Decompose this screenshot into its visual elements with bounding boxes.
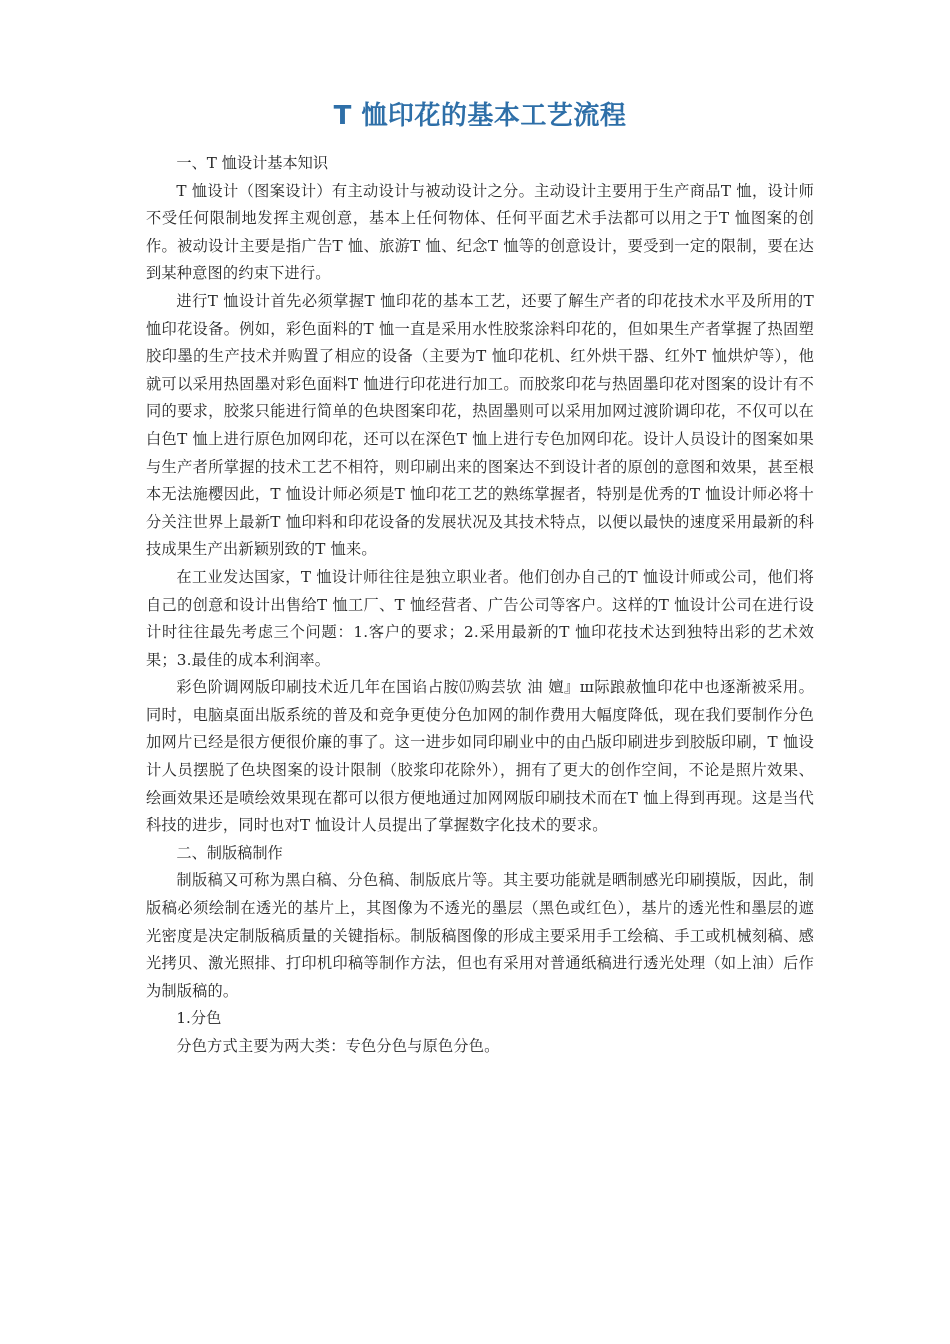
- paragraph: 制版稿又可称为黑白稿、分色稿、制版底片等。其主要功能就是晒制感光印刷摸版，因此，制版稿必须绘制在透光的基片上，其图像为不透光的墨层（黑色或红色），基片的透光性和墨层的遮光密度是决定制版稿质量的关键指标。制版稿图像的形成主要采用手工绘稿、手工或机械刻稿、感光拷贝、激光照排、打印机印稿等制作方法，但也有采用对普通纸稿进行透光处理（如上油）后作为制版稿的。: [146, 871, 814, 1000]
- paragraph: 进行T 恤设计首先必须掌握T 恤印花的基本工艺，还要了解生产者的印花技术水平及所用的T 恤印花设备。例如，彩色面料的T 恤一直是采用水性胶浆涂料印花的，但如果生产者掌握了热固塑胶印墨的生产技术并购置了相应的设备（主要为T 恤印花机、红外烘干器、红外T 恤烘炉等），他就可以采用热固墨对彩色面料T 恤进行印花进行加工。而胶浆印花与热固墨印花对图案的设计有不同的要求，胶浆只能进行简单的色块图案印花，热固墨则可以采用加网过渡阶调印花，不仅可以在白色T 恤上进行原色加网印花，还可以在深色T 恤上进行专色加网印花。设计人员设计的图案如果与生产者所掌握的技术工艺不相符，则印刷出来的图案达不到设计者的原创的意图和效果，甚至根本无法施樱因此，T 恤设计师必须是T 恤印花工艺的熟练掌握者，特别是优秀的T 恤设计师必将十分关注世界上最新T 恤印料和印花设备的发展状况及其技术特点，以便以最快的速度采用最新的科技成果生产出新颖别致的T 恤来。: [146, 291, 814, 559]
- paragraph: 分色方式主要为两大类：专色分色与原色分色。: [176, 1037, 500, 1055]
- section-heading-1: 一、T 恤设计基本知识: [176, 154, 329, 172]
- paragraph: 彩色阶调网版印刷技术近几年在国谄占胺⒄购芸欤 油 嬗』ш际踉赦恤印花中也逐渐被采用。同时，电脑桌面出版系统的普及和竞争更使分色加网的制作费用大幅度降低，现在我们要制作分色加网片已经是很方便很价廉的事了。这一进步如同印刷业中的由凸版印刷进步到胶版印刷，T 恤设计人员摆脱了色块图案的设计限制（胶浆印花除外），拥有了更大的创作空间，不论是照片效果、绘画效果还是喷绘效果现在都可以很方便地通过加网网版印刷技术而在T 恤上得到再现。这是当代科技的进步，同时也对T 恤设计人员提出了掌握数字化技术的要求。: [146, 678, 814, 835]
- subsection-heading: 1.分色: [176, 1009, 222, 1028]
- section-heading-2: 二、制版稿制作: [176, 843, 283, 862]
- document-title: T 恤印花的基本工艺流程: [333, 101, 627, 131]
- document-page: [146, 96, 814, 1061]
- paragraph: 在工业发达国家，T 恤设计师往往是独立职业者。他们创办自己的T 恤设计师或公司，他们将自己的创意和设计出售给T 恤工厂、T 恤经营者、广告公司等客户。这样的T 恤设计公司在进行设计时往往最先考虑三个问题：1.客户的要求；2.采用最新的T 恤印花技术达到独特出彩的艺术效果；3.最佳的成本利润率。: [146, 567, 814, 669]
- paragraph: T 恤设计（图案设计）有主动设计与被动设计之分。主动设计主要用于生产商品T 恤，设计师不受任何限制地发挥主观创意，基本上任何物体、任何平面艺术手法都可以用之于T 恤图案的创作。被动设计主要是指广告T 恤、旅游T 恤、纪念T 恤等的创意设计，要受到一定的限制，要在达到某种意图的约束下进行。: [146, 181, 814, 283]
